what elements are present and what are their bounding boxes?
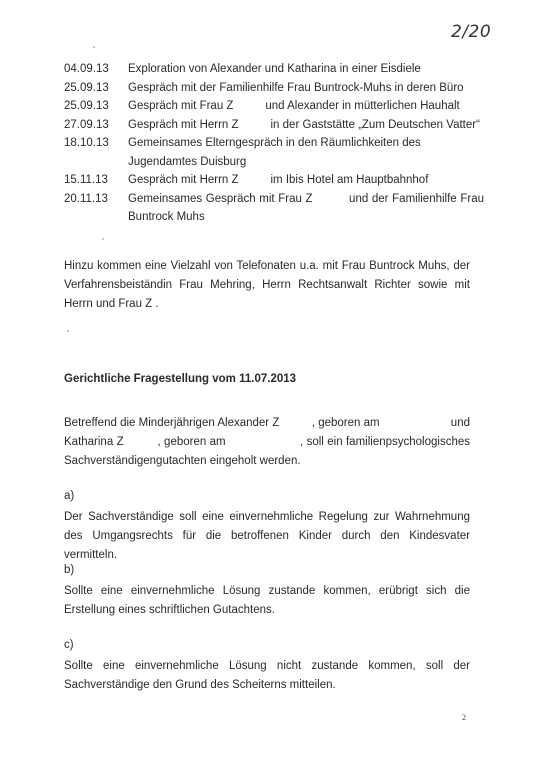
handwritten-page-counter: 2/20 [451,22,492,42]
entry-date: 04.09.13 [64,63,109,75]
intro-paragraph: Betreffend die Minderjährigen Alexander Z , geboren am und Katharina Z , geboren am , soll ein familienpsychologisches Sachverständigengutachten eingeholt werden. [64,417,474,467]
entry-date: 20.11.13 [64,192,108,205]
item-text-c: Sollte eine einvernehmliche Lösung nicht zustande kommen, soll der Sachverständige den Grund des Scheiterns mitteilen. [64,660,470,691]
entry-date: 27.09.13 [64,118,109,131]
item-label-b: b) [64,564,75,576]
list-item [64,79,484,98]
entry-text: Gespräch mit Herrn Z in der Gaststätte „Zum Deutschen Vatter“ [128,118,480,131]
list-item [64,97,484,116]
entry-date: 25.09.13 [64,100,109,112]
entry-text: Gespräch mit Frau Z und Alexander in mütterlichen Hauhalt [128,100,460,112]
entry-text: Exploration von Alexander und Katharina in einer Eisdiele [128,63,421,75]
page-number: 2 [462,713,466,722]
entry-text: Gespräch mit der Familienhilfe Frau Buntrock-Muhs in deren Büro [128,81,464,94]
item-text-b: Sollte eine einvernehmliche Lösung zustande kommen, erübrigt sich die Erstellung eines schriftlichen Gutachtens. [64,585,470,616]
item-label-c: c) [64,639,74,651]
list-item [64,134,484,171]
entry-date: 18.10.13 [64,137,109,149]
list-item [64,190,488,227]
entry-date: 25.09.13 [64,81,109,94]
item-text-a: Der Sachverständige soll eine einvernehmliche Regelung zur Wahrnehmung des Umgangsrechts für die betroffenen Kinder durch den Kindesvater vermitteln. [64,511,470,561]
entry-text: Gespräch mit Herrn Z im Ibis Hotel am Hauptbahnhof [128,174,429,186]
entry-text: Gemeinsames Gespräch mit Frau Z und der Familienhilfe Frau Buntrock Muhs [128,192,488,223]
appointment-list [64,60,488,227]
item-label-a: a) [64,490,75,502]
list-item [64,60,484,79]
section-heading: Gerichtliche Fragestellung vom 11.07.2013 [64,373,297,385]
entry-date: 15.11.13 [64,174,108,186]
entry-text: Gemeinsames Elterngespräch in den Räumlichkeiten des Jugendamtes Duisburg [128,137,421,168]
scan-speck [67,330,69,332]
list-item [64,171,484,190]
scan-speck [102,238,104,240]
list-item [64,116,484,135]
scan-speck [93,46,95,48]
telefonate-paragraph: Hinzu kommen eine Vielzahl von Telefonaten u.a. mit Frau Buntrock Muhs, der Verfahrensbeiständin Frau Mehring, Herrn Rechtsanwalt Richter sowie mit Herrn und Frau Z . [64,260,470,310]
